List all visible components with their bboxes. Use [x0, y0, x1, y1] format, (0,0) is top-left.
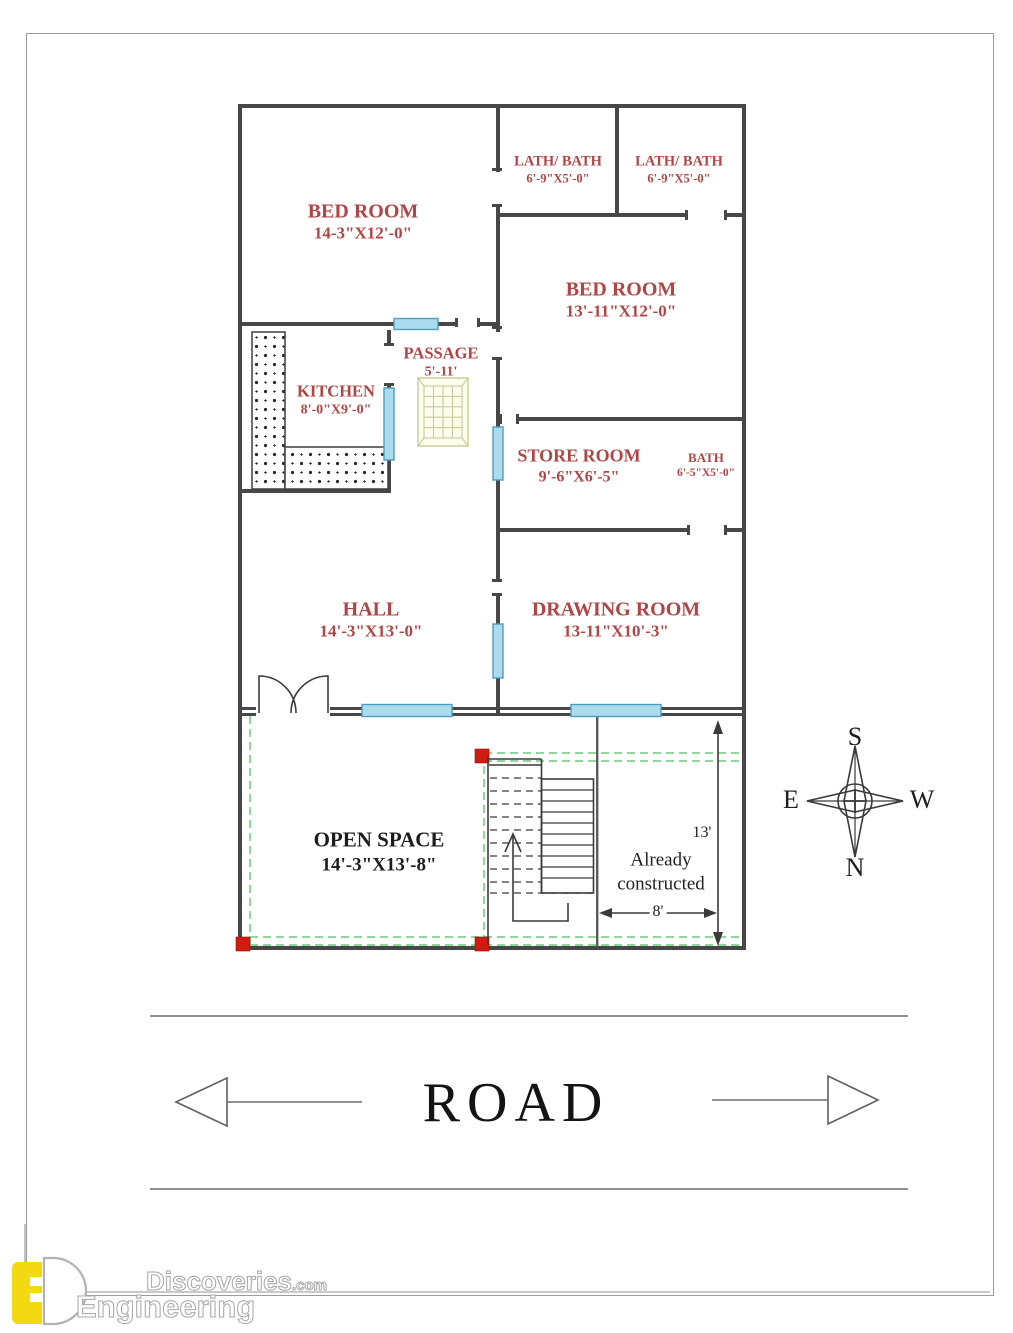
room-label-kitchen: KITCHEN 8'-0"X9'-0" — [297, 381, 375, 418]
double-door-arc — [259, 676, 328, 713]
room-label-lath-bath-1: LATH/ BATH 6'-9"X5'-0" — [514, 153, 602, 186]
brand-name-engineering: Engineering — [76, 1289, 256, 1324]
compass-rose-icon — [807, 746, 903, 857]
passage-mat — [418, 378, 468, 446]
dimension-width-label: 8' — [650, 903, 667, 921]
dimension-depth-label: 13' — [690, 824, 715, 842]
room-label-store-room: STORE ROOM 9'-6"X6'-5" — [517, 445, 641, 486]
compass-label-west: W — [909, 785, 935, 814]
compass-label-north: N — [845, 853, 865, 882]
compass-label-south: S — [847, 722, 863, 751]
room-label-hall: HALL 14'-3"X13'-0" — [319, 598, 423, 641]
already-constructed-note: Already constructed — [617, 849, 705, 894]
room-label-bedroom-2: BED ROOM 13'-11"X12'-0" — [565, 278, 677, 321]
room-label-open-space: OPEN SPACE 14'-3"X13'-8" — [313, 827, 445, 876]
room-label-lath-bath-2: LATH/ BATH 6'-9"X5'-0" — [635, 153, 723, 186]
road-arrow-right-icon — [712, 1076, 878, 1124]
room-label-bedroom-1: BED ROOM 14-3"X12'-0" — [307, 200, 419, 243]
room-label-drawing-room: DRAWING ROOM 13-11"X10'-3" — [531, 598, 701, 641]
room-label-bath: BATH 6'-5"X5'-0" — [676, 450, 736, 479]
road-label: ROAD — [422, 1072, 610, 1134]
room-label-passage: PASSAGE 5'-11' — [403, 343, 479, 380]
staircase — [488, 757, 594, 945]
road-arrow-left-icon — [176, 1078, 362, 1126]
brand-name-discoveries: Discoveries.com — [146, 1266, 327, 1296]
compass-label-east: E — [783, 785, 799, 814]
